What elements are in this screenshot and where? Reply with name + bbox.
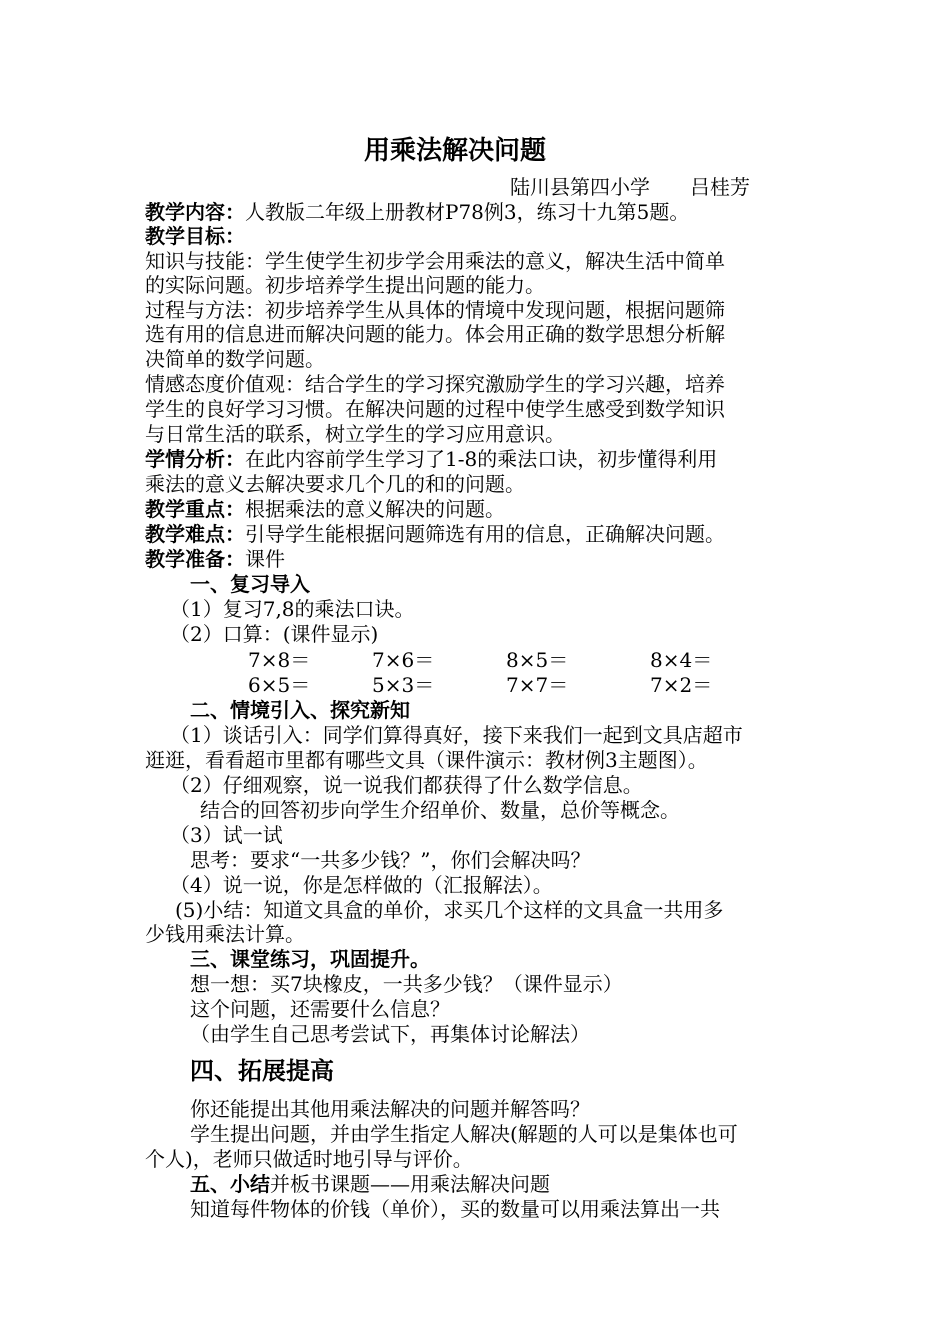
s2-item3: （3）试一试 [170,823,283,847]
s2-item1-a: （1）谈话引入：同学们算得真好，接下来我们一起到文具店超市 [170,723,743,747]
goal2-line-c: 决简单的数学问题。 [145,347,325,371]
analysis-text: 在此内容前学生学习了1-8的乘法口诀，初步懂得利用 [245,447,718,471]
calc-item: 7×8＝ [248,648,311,672]
content-label: 教学内容： [145,200,245,224]
section5-title: 五、小结 [190,1172,270,1196]
s2-item1-b: 逛逛，看看超市里都有哪些文具（课件演示：教材例3主题图）。 [145,748,708,772]
section1-title: 一、复习导入 [190,572,310,596]
calc-item: 7×7＝ [506,673,569,697]
s3-item2: 这个问题，还需要什么信息？ [190,997,450,1021]
s2-item2: （2）仔细观察，说一说我们都获得了什么数学信息。 [170,773,643,797]
content-text: 人教版二年级上册教材P78例3，练习十九第5题。 [245,200,690,224]
prep-text: 课件 [245,547,285,571]
goal1-line-a: 知识与技能：学生使学生初步学会用乘法的意义，解决生活中简单 [145,249,725,273]
goal1-line-b: 的实际问题。初步培养学生提出问题的能力。 [145,273,545,297]
prep-label: 教学准备： [145,547,245,571]
s2-item5-a: (5)小结：知道文具盒的单价，求买几个这样的文具盒一共用多 [175,898,724,922]
content-line [145,200,815,224]
section5-line [190,1172,860,1196]
calc-item: 8×4＝ [650,648,713,672]
section5-title-rest: 并板书课题——用乘法解决问题 [270,1172,550,1196]
s1-item1: （1）复习7,8的乘法口诀。 [170,597,415,621]
calc-item: 8×5＝ [506,648,569,672]
analysis-label: 学情分析： [145,447,245,471]
s3-item3: （由学生自己思考尝试下，再集体讨论解法） [190,1022,590,1046]
goal3-line-b: 学生的良好学习习惯。在解决问题的过程中使学生感受到数学知识 [145,397,725,421]
goal3-line-a: 情感态度价值观：结合学生的学习探究激励学生的学习兴趣，培养 [145,372,725,396]
s3-item1: 想一想：买7块橡皮，一共多少钱？（课件显示） [190,972,623,996]
s2-item2-b: 结合的回答初步向学生介绍单价、数量，总价等概念。 [200,798,680,822]
calc-item: 5×3＝ [372,673,435,697]
author-line: 陆川县第四小学 吕桂芳 [510,175,750,199]
analysis-line [145,447,815,471]
analysis-line-b: 乘法的意义去解决要求几个几的和的问题。 [145,472,525,496]
s1-item2: （2）口算：(课件显示) [170,622,379,646]
section4-title: 四、拓展提高 [190,1056,334,1085]
key-line [145,497,815,521]
section2-title: 二、情境引入、探究新知 [190,698,410,722]
goal2-line-a: 过程与方法：初步培养学生从具体的情境中发现问题，根据问题筛 [145,298,725,322]
key-label: 教学重点： [145,497,245,521]
s4-item2-a: 学生提出问题，并由学生指定人解决(解题的人可以是集体也可 [190,1122,738,1146]
s2-item3-b: 思考：要求“一共多少钱？”，你们会解决吗？ [190,848,591,872]
s5-item1: 知道每件物体的价钱（单价），买的数量可以用乘法算出一共 [190,1197,720,1221]
key-text: 根据乘法的意义解决的问题。 [245,497,505,521]
goal2-line-b: 选有用的信息进而解决问题的能力。体会用正确的数学思想分析解 [145,322,725,346]
difficulty-text: 引导学生能根据问题筛选有用的信息，正确解决问题。 [245,522,725,546]
goal3-line-c: 与日常生活的联系，树立学生的学习应用意识。 [145,422,565,446]
s4-item2-b: 个人)，老师只做适时地引导与评价。 [145,1147,473,1171]
s2-item4: （4）说一说，你是怎样做的（汇报解法）。 [170,873,553,897]
calc-item: 6×5＝ [248,673,311,697]
difficulty-label: 教学难点： [145,522,245,546]
s4-item1: 你还能提出其他用乘法解决的问题并解答吗？ [190,1097,590,1121]
prep-line [145,547,815,571]
section3-title: 三、课堂练习，巩固提升。 [190,947,430,971]
calc-item: 7×6＝ [372,648,435,672]
difficulty-line [145,522,815,546]
goals-label: 教学目标： [145,224,245,248]
page-title: 用乘法解决问题 [363,136,546,166]
calc-item: 7×2＝ [650,673,713,697]
s2-item5-b: 少钱用乘法计算。 [145,922,305,946]
